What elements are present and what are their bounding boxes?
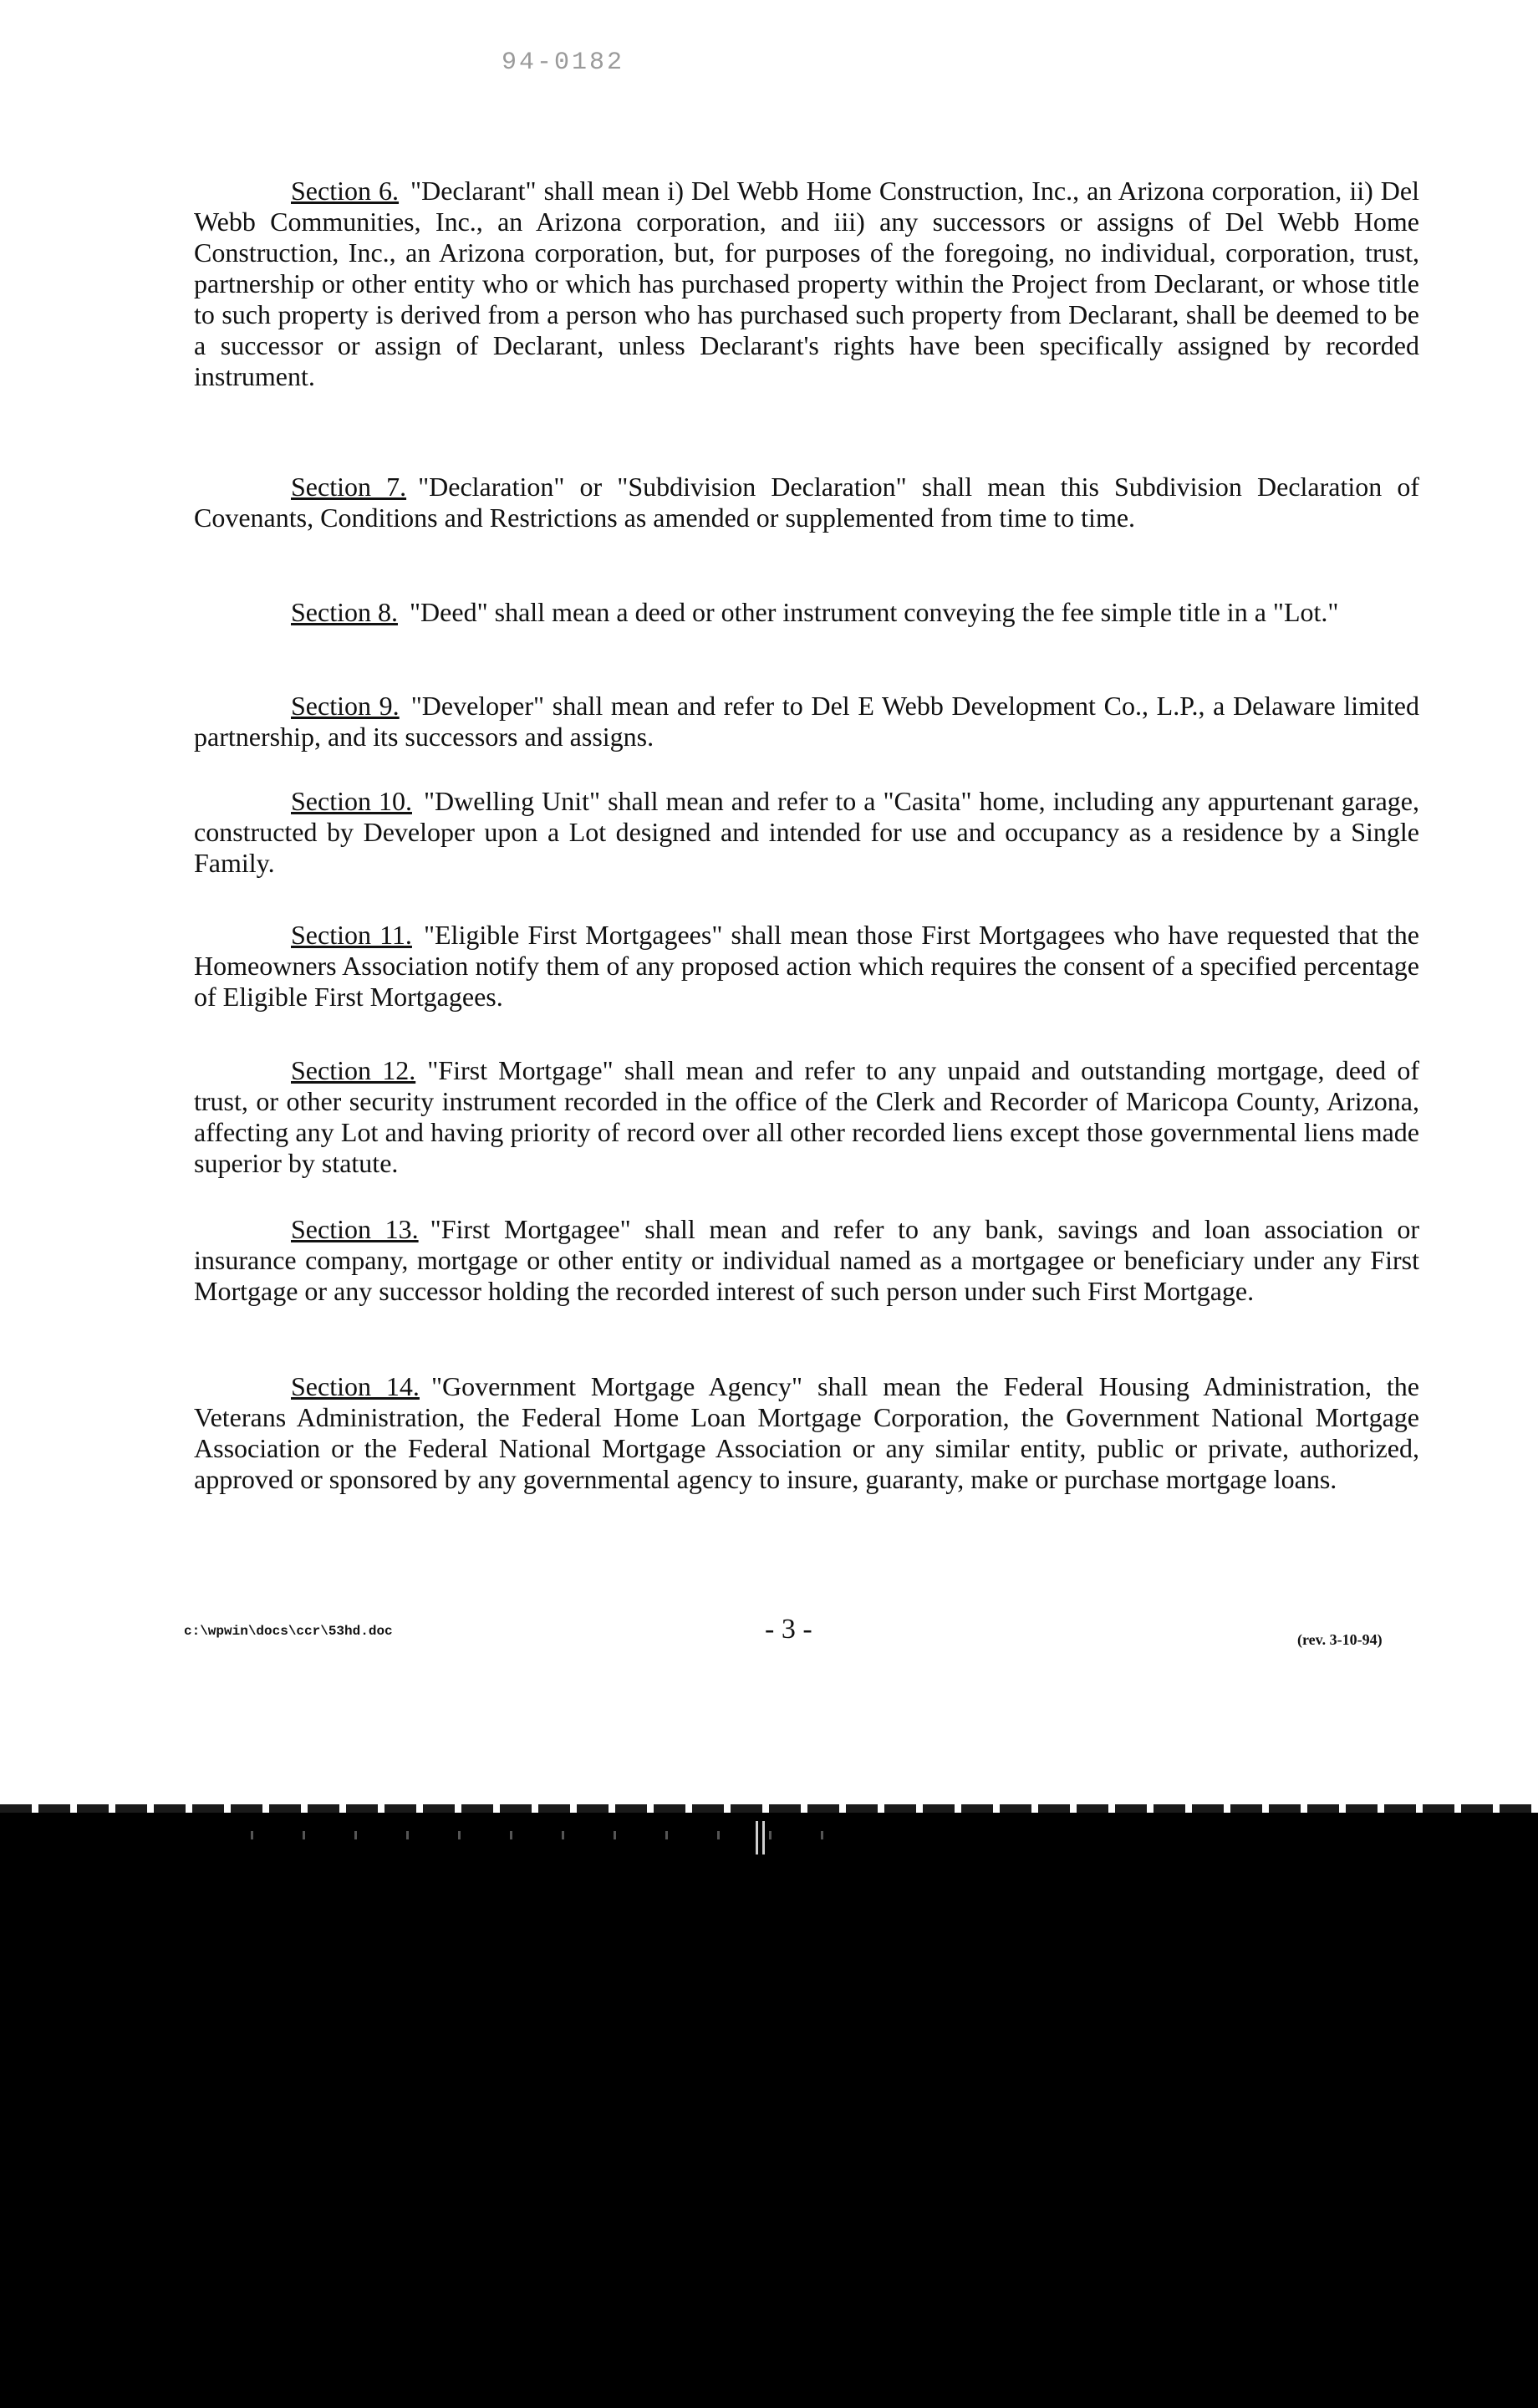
- section-body: "Developer" shall mean and refer to Del E Webb Development Co., L.P., a Delaware limited partnership, and its successors and assigns.: [194, 691, 1420, 752]
- section-body: "Eligible First Mortgagees" shall mean those First Mortgagees who have requested that the Homeowners Association notify them of any proposed action which requires the consent of a specified percentage of Eligible First Mortgagees.: [194, 920, 1420, 1012]
- section-heading: Section 14.: [291, 1371, 420, 1401]
- section-8: [194, 597, 1419, 628]
- section-9: [194, 691, 1419, 752]
- section-7: [194, 472, 1419, 533]
- section-body: "Declarant" shall mean i) Del Webb Home Construction, Inc., an Arizona corporation, ii) Del Webb Communities, Inc., an Arizona corporation, and iii) any successors or assigns of Del Webb Home Construction, Inc., an Arizona corporation, but, for purposes of the foregoing, no individual, corporation, trust, partnership or other entity who or which has purchased property within the Project from Declarant, or whose title to such property is derived from a person who has purchased such property from Declarant, shall be deemed to be a successor or assign of Declarant, unless Declarant's rights have been specifically assigned by recorded instrument.: [194, 176, 1420, 391]
- section-heading: Section 7.: [291, 472, 407, 502]
- section-body: "Declaration" or "Subdivision Declaration" shall mean this Subdivision Declaration of Covenants, Conditions and Restrictions as amended or supplemented from time to time.: [194, 472, 1420, 533]
- section-body: "First Mortgage" shall mean and refer to any unpaid and outstanding mortgage, deed of trust, or other security instrument recorded in the office of the Clerk and Recorder of Maricopa County, Arizona, affecting any Lot and having priority of record over all other recorded liens except those governmental liens made superior by statute.: [194, 1055, 1420, 1178]
- footer-file-path: c:\wpwin\docs\ccr\53hd.doc: [184, 1624, 393, 1639]
- footer-revision: (rev. 3-10-94): [1297, 1631, 1383, 1648]
- recording-stamp: 94-0182: [502, 48, 625, 77]
- footer-page-number: - 3 -: [765, 1614, 812, 1645]
- section-heading: Section 10.: [291, 786, 412, 816]
- section-12: [194, 1055, 1419, 1179]
- section-11: [194, 920, 1419, 1013]
- section-body: "Government Mortgage Agency" shall mean the Federal Housing Administration, the Veterans Administration, the Federal Home Loan Mortgage Corporation, the Government National Mortgage Association or the Federal National Mortgage Association or any similar entity, public or private, authorized, approved or sponsored by any governmental agency to insure, guaranty, make or purchase mortgage loans.: [194, 1371, 1420, 1494]
- section-body: "First Mortgagee" shall mean and refer to any bank, savings and loan association or insurance company, mortgage or other entity or individual named as a mortgagee or beneficiary under any First Mortgage or any successor holding the recorded interest of such person under such First Mortgage.: [194, 1214, 1420, 1306]
- section-13: [194, 1214, 1419, 1307]
- section-heading: Section 9.: [291, 691, 400, 721]
- section-heading: Section 8.: [291, 597, 398, 627]
- scan-tick-marks: [756, 1821, 767, 1854]
- section-10: [194, 786, 1419, 879]
- section-body: "Dwelling Unit" shall mean and refer to a "Casita" home, including any appurtenant garage, constructed by Developer upon a Lot designed and intended for use and occupancy as a residence by a Single Family.: [194, 786, 1420, 878]
- section-heading: Section 6.: [291, 176, 400, 206]
- section-6: [194, 176, 1419, 392]
- section-14: [194, 1371, 1419, 1495]
- section-body: "Deed" shall mean a deed or other instrument conveying the fee simple title in a "Lot.": [409, 597, 1339, 627]
- section-heading: Section 13.: [291, 1214, 419, 1244]
- scan-specks: [251, 1831, 836, 1839]
- scan-black-band: [0, 1813, 1538, 2408]
- section-heading: Section 12.: [291, 1055, 416, 1085]
- section-heading: Section 11.: [291, 920, 412, 950]
